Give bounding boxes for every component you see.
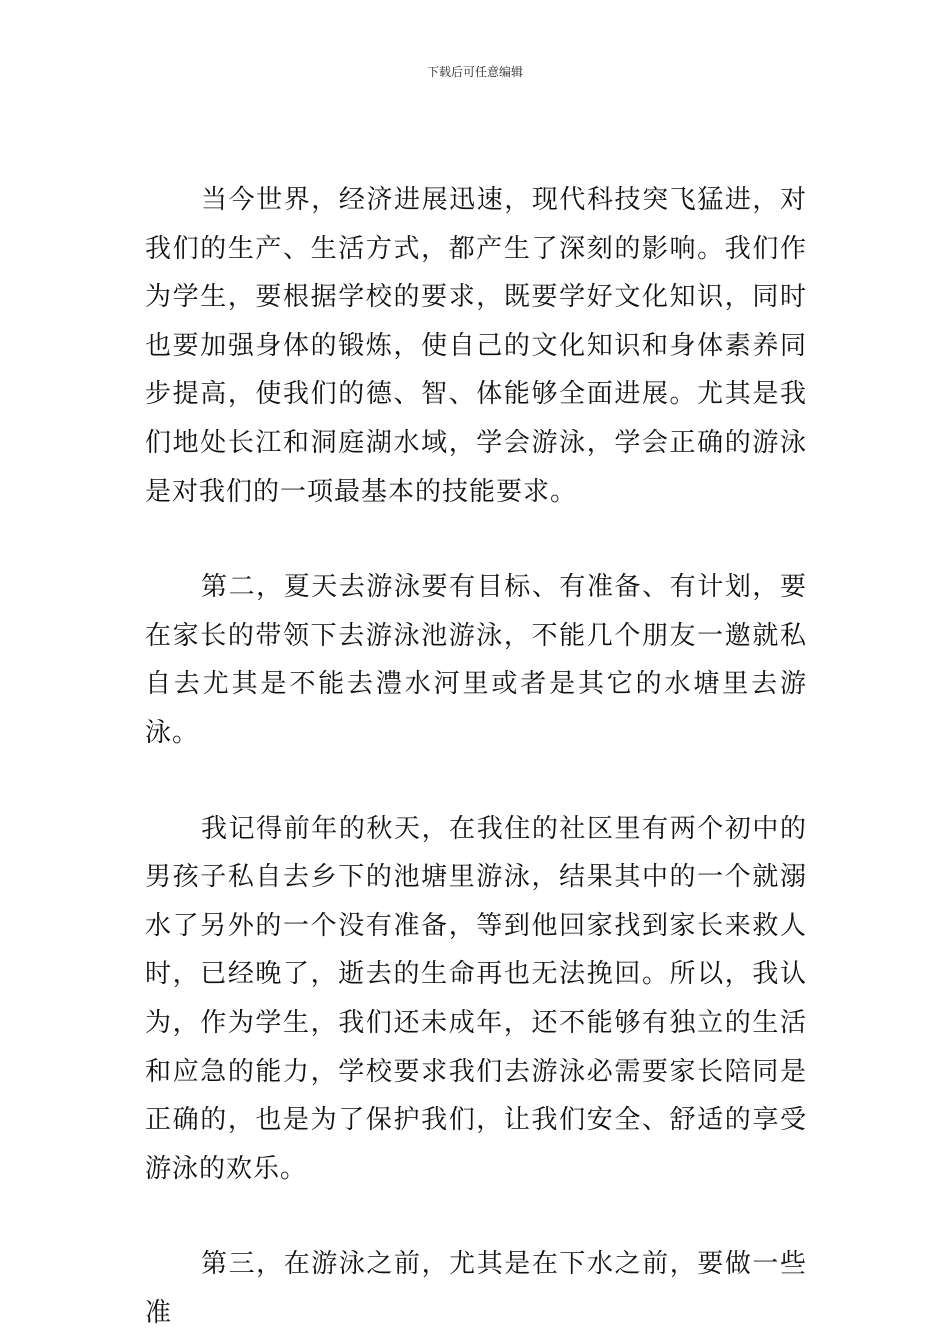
paragraph-intro: 当今世界，经济进展迅速，现代科技突飞猛进，对我们的生产、生活方式，都产生了深刻的影响。我们作为学生，要根据学校的要求，既要学好文化知识，同时也要加强身体的锻炼，使自己的文化知识和身体素养同步提高，使我们的德、智、体能够全面进展。尤其是我们地处长江和洞庭湖水域，学会游泳，学会正确的游泳是对我们的一项最基本的技能要求。: [145, 185, 807, 507]
page-header: 下载后可任意编辑: [426, 65, 523, 79]
paragraph-anecdote: 我记得前年的秋天，在我住的社区里有两个初中的男孩子私自去乡下的池塘里游泳，结果其中的一个就溺水了另外的一个没有准备，等到他回家找到家长来救人时，已经晚了，逝去的生命再也无法挽回。所以，我认为，作为学生，我们还未成年，还不能够有独立的生活和应急的能力，学校要求我们去游泳必需要家长陪同是正确的，也是为了保护我们，让我们安全、舒适的享受游泳的欢乐。: [145, 813, 807, 1184]
paragraph-second-point: 第二，夏天去游泳要有目标、有准备、有计划，要在家长的带领下去游泳池游泳，不能几个朋友一邀就私自去尤其是不能去澧水河里或者是其它的水塘里去游泳。: [145, 572, 807, 748]
document-body: [145, 176, 807, 1337]
paragraph-third-point: 第三，在游泳之前，尤其是在下水之前，要做一些准: [145, 1249, 807, 1328]
